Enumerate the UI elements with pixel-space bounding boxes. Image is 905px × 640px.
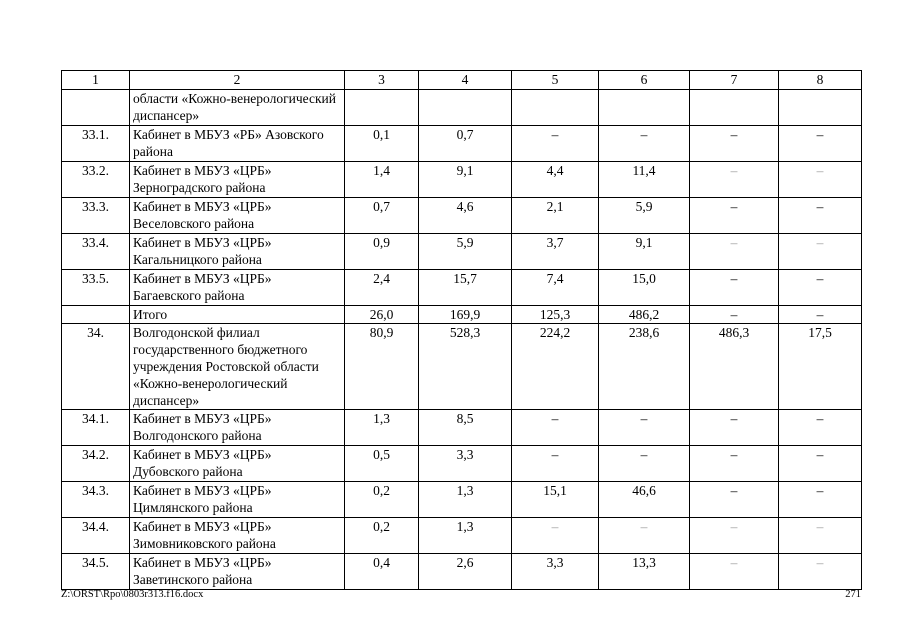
value-cell: 0,7 [419,126,512,162]
value-cell: – [690,446,779,482]
value-cell: – [599,518,690,554]
value-cell: – [779,306,862,324]
table-row [62,198,862,234]
value-cell: 0,1 [345,126,419,162]
row-name-cell: Кабинет в МБУЗ «ЦРБ» Веселовского района [130,198,345,234]
column-header: 7 [690,71,779,90]
value-cell: – [779,234,862,270]
value-cell: – [599,126,690,162]
row-name-cell: Кабинет в МБУЗ «ЦРБ» Заветинского района [130,554,345,590]
value-cell: 26,0 [345,306,419,324]
value-cell: 5,9 [419,234,512,270]
value-cell: – [779,446,862,482]
row-number-cell [62,90,130,126]
value-cell: 0,4 [345,554,419,590]
value-cell: – [512,126,599,162]
value-cell: 15,1 [512,482,599,518]
table-row [62,482,862,518]
value-cell: – [512,518,599,554]
value-cell: 1,4 [345,162,419,198]
value-cell: 17,5 [779,324,862,410]
value-cell: 224,2 [512,324,599,410]
value-cell: 80,9 [345,324,419,410]
value-cell: – [690,126,779,162]
row-name-cell: Волгодонской филиал государственного бюджетного учреждения Ростовской области «Кожно-венерологический диспансер» [130,324,345,410]
value-cell [345,90,419,126]
column-header: 1 [62,71,130,90]
value-cell: – [779,162,862,198]
row-number-cell: 33.3. [62,198,130,234]
value-cell: – [779,126,862,162]
value-cell: 3,3 [419,446,512,482]
footer-file-path: Z:\ORST\Rpo\0803r313.f16.docx [61,589,204,600]
table-row [62,234,862,270]
row-number-cell: 33.5. [62,270,130,306]
value-cell: – [512,410,599,446]
value-cell: 0,2 [345,518,419,554]
row-name-cell: Кабинет в МБУЗ «ЦРБ» Зимовниковского района [130,518,345,554]
row-name-cell: Кабинет в МБУЗ «РБ» Азовского района [130,126,345,162]
row-number-cell: 34.4. [62,518,130,554]
value-cell: 3,3 [512,554,599,590]
value-cell: 169,9 [419,306,512,324]
value-cell: – [690,410,779,446]
row-name-cell: Кабинет в МБУЗ «ЦРБ» Волгодонского района [130,410,345,446]
row-name-cell: Кабинет в МБУЗ «ЦРБ» Цимлянского района [130,482,345,518]
value-cell: – [599,446,690,482]
value-cell: 2,6 [419,554,512,590]
value-cell [690,90,779,126]
value-cell: – [779,518,862,554]
value-cell: 15,0 [599,270,690,306]
value-cell: – [599,410,690,446]
column-header: 5 [512,71,599,90]
value-cell: – [779,270,862,306]
value-cell: – [690,482,779,518]
row-number-cell: 33.2. [62,162,130,198]
value-cell: 0,7 [345,198,419,234]
footer-page-number: 271 [845,589,861,600]
value-cell: 0,9 [345,234,419,270]
row-name-cell: Итого [130,306,345,324]
table-header-row [62,71,862,90]
value-cell: 2,1 [512,198,599,234]
table-row [62,446,862,482]
value-cell: 9,1 [599,234,690,270]
value-cell: – [512,446,599,482]
table-row [62,306,862,324]
value-cell: – [690,306,779,324]
value-cell [512,90,599,126]
row-number-cell: 34.5. [62,554,130,590]
table-row [62,162,862,198]
value-cell: 3,7 [512,234,599,270]
table-row [62,518,862,554]
column-header: 4 [419,71,512,90]
value-cell: 0,2 [345,482,419,518]
column-header: 8 [779,71,862,90]
value-cell: – [690,270,779,306]
value-cell: 0,5 [345,446,419,482]
value-cell: – [690,518,779,554]
value-cell: 9,1 [419,162,512,198]
value-cell: 7,4 [512,270,599,306]
row-number-cell: 34.3. [62,482,130,518]
row-name-cell: области «Кожно-венерологический диспансер» [130,90,345,126]
row-name-cell: Кабинет в МБУЗ «ЦРБ» Дубовского района [130,446,345,482]
table-row [62,270,862,306]
table-row [62,410,862,446]
row-number-cell: 34.1. [62,410,130,446]
table-row [62,324,862,410]
data-table [61,70,862,590]
column-header: 6 [599,71,690,90]
value-cell: 11,4 [599,162,690,198]
value-cell [779,90,862,126]
value-cell: 238,6 [599,324,690,410]
value-cell: 4,4 [512,162,599,198]
column-header: 3 [345,71,419,90]
value-cell: – [779,482,862,518]
value-cell: 5,9 [599,198,690,234]
row-name-cell: Кабинет в МБУЗ «ЦРБ» Багаевского района [130,270,345,306]
value-cell: – [779,410,862,446]
value-cell [419,90,512,126]
value-cell: – [690,162,779,198]
value-cell: 15,7 [419,270,512,306]
value-cell: 528,3 [419,324,512,410]
value-cell: 13,3 [599,554,690,590]
row-name-cell: Кабинет в МБУЗ «ЦРБ» Зерноградского района [130,162,345,198]
value-cell: 1,3 [419,518,512,554]
value-cell: 46,6 [599,482,690,518]
value-cell: 4,6 [419,198,512,234]
value-cell: 8,5 [419,410,512,446]
value-cell: 1,3 [345,410,419,446]
value-cell: 2,4 [345,270,419,306]
row-name-cell: Кабинет в МБУЗ «ЦРБ» Кагальницкого района [130,234,345,270]
value-cell: 486,3 [690,324,779,410]
table-row [62,90,862,126]
row-number-cell: 34. [62,324,130,410]
value-cell: – [690,234,779,270]
value-cell: 1,3 [419,482,512,518]
value-cell [599,90,690,126]
value-cell: – [690,554,779,590]
row-number-cell: 34.2. [62,446,130,482]
table-row [62,126,862,162]
value-cell: – [779,554,862,590]
value-cell: – [779,198,862,234]
row-number-cell: 33.1. [62,126,130,162]
column-header: 2 [130,71,345,90]
value-cell: – [690,198,779,234]
value-cell: 486,2 [599,306,690,324]
table-row [62,554,862,590]
row-number-cell: 33.4. [62,234,130,270]
value-cell: 125,3 [512,306,599,324]
row-number-cell [62,306,130,324]
